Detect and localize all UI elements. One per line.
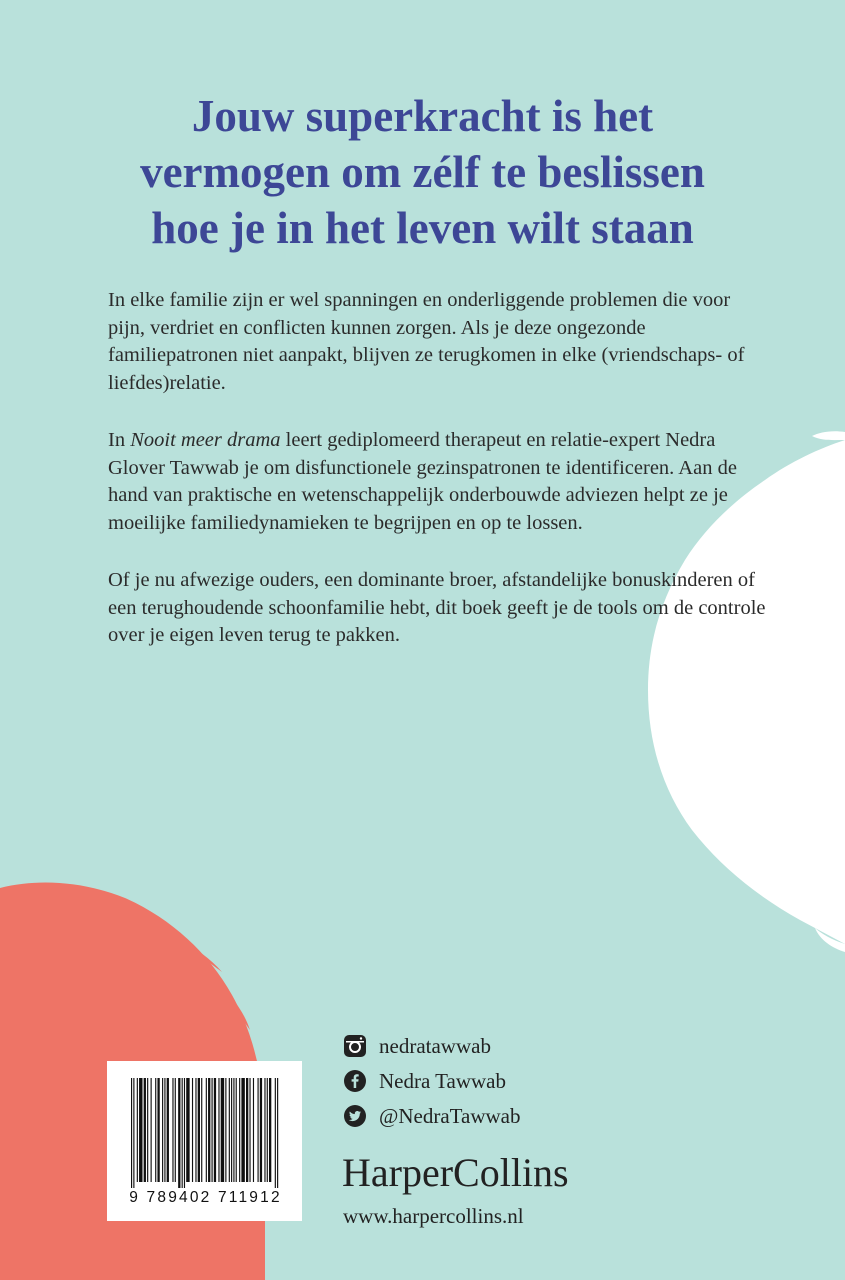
barcode-bar [239, 1078, 240, 1182]
barcode-bar [198, 1078, 200, 1182]
barcode-bar [253, 1078, 254, 1182]
publisher-logo: HarperCollins [342, 1150, 569, 1195]
blurb-paragraph-2 [108, 427, 768, 537]
barcode-bar [229, 1078, 230, 1182]
barcode-bar [139, 1078, 142, 1182]
barcode-bar [233, 1078, 234, 1182]
publisher-url[interactable]: www.harpercollins.nl [343, 1204, 524, 1228]
barcode-bars [129, 1078, 280, 1188]
barcode-bar [144, 1078, 146, 1182]
barcode-bar [137, 1078, 138, 1182]
headline [60, 88, 785, 256]
social-links [343, 1030, 520, 1135]
barcode-bar [147, 1078, 148, 1182]
barcode-bar [184, 1078, 185, 1188]
barcode-bar [172, 1078, 173, 1182]
barcode-bar [249, 1078, 250, 1182]
barcode-bar [175, 1078, 176, 1182]
barcode-bar [208, 1078, 210, 1182]
book-title: Nooit meer drama [130, 429, 281, 451]
facebook-link[interactable] [343, 1065, 520, 1097]
barcode-bar [267, 1078, 268, 1182]
barcode-bar [246, 1078, 248, 1182]
barcode-bar [131, 1078, 132, 1188]
twitter-icon [343, 1104, 367, 1128]
barcode-bar [225, 1078, 226, 1182]
facebook-icon [343, 1069, 367, 1093]
barcode-bar [275, 1078, 276, 1188]
barcode-bar [157, 1078, 159, 1182]
barcode-bar [241, 1078, 244, 1182]
headline-line-3: hoe je in het leven wilt staan [151, 203, 694, 253]
barcode-bar [167, 1078, 169, 1182]
barcode-bar [260, 1078, 262, 1182]
twitter-link[interactable] [343, 1100, 520, 1132]
barcode-bar [206, 1078, 207, 1182]
barcode-bar [195, 1078, 196, 1182]
twitter-handle: @NedraTawwab [379, 1103, 521, 1128]
instagram-link[interactable] [343, 1030, 520, 1062]
headline-line-2: vermogen om zélf te beslissen [140, 147, 705, 197]
barcode-bar [277, 1078, 278, 1188]
barcode-bar [212, 1078, 213, 1182]
barcode-bar [192, 1078, 193, 1182]
barcode-bar [218, 1078, 219, 1182]
isbn-number: 9 789402 711912 [129, 1189, 282, 1206]
headline-line-1: Jouw superkracht is het [191, 91, 654, 141]
barcode-bar [164, 1078, 165, 1182]
barcode-bar [201, 1078, 202, 1182]
barcode [107, 1061, 302, 1221]
instagram-handle: nedratawwab [379, 1033, 491, 1058]
barcode-bar [182, 1078, 183, 1188]
barcode-bar [151, 1078, 152, 1182]
barcode-bar [162, 1078, 163, 1182]
barcode-bar [155, 1078, 156, 1182]
barcode-bar [133, 1078, 134, 1188]
barcode-bar [264, 1078, 265, 1182]
blurb [108, 287, 768, 680]
blurb-paragraph-2-prefix: In [108, 429, 131, 451]
barcode-bar [258, 1078, 259, 1182]
barcode-bar [236, 1078, 237, 1182]
barcode-bar [231, 1078, 232, 1182]
instagram-icon [343, 1034, 367, 1058]
blurb-paragraph-2-rest: leert gediplomeerd therapeut en relatie-expert Nedra Glover Tawwab je om disfunctionele gezinspatronen te identificeren. Aan de hand van praktische en wetenschappelijk onderbouwde adviezen helpt ze je moeilijke familiedynamieken te begrijpen en op te lossen. [108, 429, 737, 534]
facebook-handle: Nedra Tawwab [379, 1068, 507, 1093]
blurb-paragraph-3: Of je nu afwezige ouders, een dominante broer, afstandelijke bonuskinderen of een terughoudende schoonfamilie hebt, dit boek geeft je de tools om de controle over je eigen leven terug te pakken. [108, 569, 766, 646]
barcode-bar [269, 1078, 271, 1182]
barcode-bar [214, 1078, 216, 1182]
barcode-bar [178, 1078, 180, 1188]
barcode-bar [186, 1078, 189, 1182]
barcode-bar [221, 1078, 224, 1182]
blurb-paragraph-1: In elke familie zijn er wel spanningen en onderliggende problemen die voor pijn, verdriet en conflicten kunnen zorgen. Als je deze ongezonde familiepatronen niet aanpakt, blijven ze terugkomen in elke (vriendschaps- of liefdes)relatie. [108, 289, 745, 394]
